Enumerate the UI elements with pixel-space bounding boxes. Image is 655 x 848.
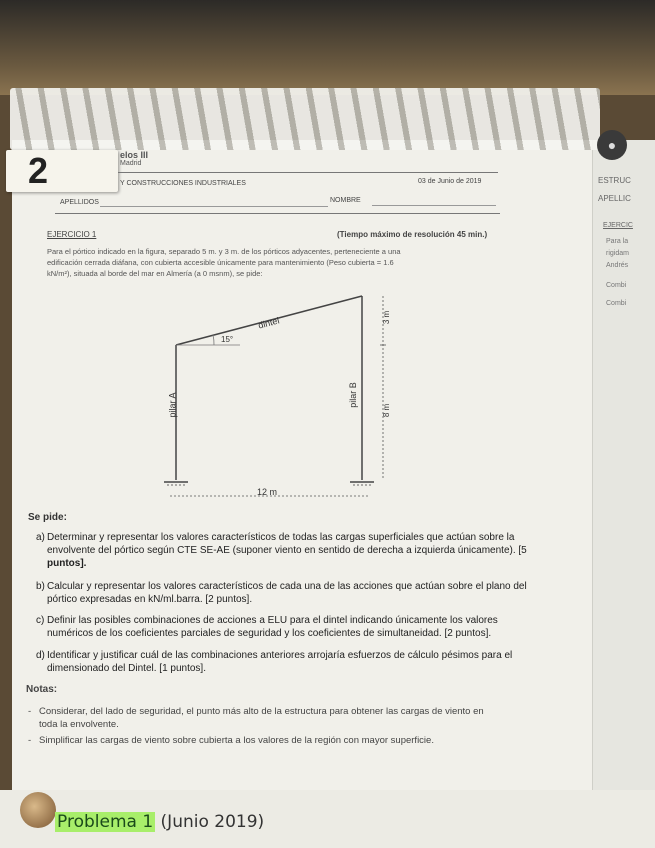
note-1-line-1: Considerar, del lado de seguridad, el punto más alto de la estructura para obtener las cargas de viento en (39, 706, 484, 717)
right-page-exercise: EJERCIC (603, 222, 633, 229)
right-page-line-2: rigidam (606, 250, 629, 257)
question-a-line-1: Determinar y representar los valores característicos de todas las cargas superficiales que actúan sobre la (47, 532, 515, 543)
nombre-label: NOMBRE (330, 197, 361, 204)
dintel-label: dintel (257, 315, 281, 331)
exercise-title: EJERCICIO 1 (47, 230, 97, 239)
push-pin-icon (20, 792, 56, 828)
right-page-line-5: Combi (606, 300, 627, 307)
note-1-bullet: - (28, 706, 32, 717)
question-d-label: d) (36, 650, 45, 661)
questions-heading: Se pide: (28, 512, 67, 523)
question-b-line-2: pórtico expresadas en kN/ml.barra. [2 puntos]. (47, 594, 253, 605)
question-c-line-1: Definir las posibles combinaciones de acciones a ELU para el dintel indicando únicamente los valores (47, 615, 498, 626)
dimension-3m: 3 m (382, 310, 392, 325)
question-b-label: b) (36, 581, 45, 592)
right-page-line-4: Combi (606, 282, 627, 289)
note-2-line-1: Simplificar las cargas de viento sobre cubierta a los valores de la región con mayor superficie. (39, 735, 434, 746)
right-page-apellidos: APELLIC (598, 194, 631, 203)
number-sticker: 2 (6, 150, 118, 192)
question-d (36, 649, 546, 676)
course-name: Y CONSTRUCCIONES INDUSTRIALES (120, 180, 246, 187)
note-1 (28, 705, 538, 732)
question-a-label: a) (36, 532, 45, 543)
institution-name: elos III (120, 150, 149, 160)
pilar-a-label: pilar A (167, 392, 178, 418)
question-c-line-2: numéricos de los coeficientes parciales de seguridad y los coeficientes de simultaneidad. [2 puntos]. (47, 628, 492, 639)
question-a-line-2: envolvente del pórtico según CTE SE-AE (suponer viento en sentido de derecha a izquierda únicamente). [5 (47, 545, 527, 556)
handwritten-rest: (Junio 2019) (160, 812, 265, 832)
right-page-line-3: Andrés (606, 262, 629, 269)
question-a (36, 531, 546, 571)
exam-date: 03 de Junio de 2019 (418, 178, 482, 185)
handwritten-highlight: Problema 1 (57, 812, 154, 832)
notes-heading: Notas: (26, 684, 58, 695)
pilar-b-label: pilar B (347, 382, 358, 408)
university-logo-icon: ● (597, 130, 627, 160)
right-page-line-1: Para la (606, 238, 629, 245)
question-a-line-3: puntos]. (47, 558, 87, 569)
exercise-time-limit: (Tiempo máximo de resolución 45 min.) (337, 230, 488, 239)
note-1-line-2: toda la envolvente. (39, 719, 119, 730)
question-c (36, 614, 546, 641)
question-b (36, 580, 546, 607)
handwritten-note (55, 812, 264, 832)
question-d-line-1: Identificar y justificar cuál de las combinaciones anteriores arrojaría esfuerzos de cálculo pésimos para el (47, 650, 513, 661)
angle-arc (213, 335, 214, 345)
intro-line-3: kN/m²), situada al borde del mar en Almería (a 0 msnm), se pide: (47, 269, 263, 278)
dimension-12m: 12 m (257, 487, 278, 497)
apellidos-label: APELLIDOS (60, 199, 99, 206)
question-c-label: c) (36, 615, 45, 626)
question-b-line-1: Calcular y representar los valores característicos de cada una de las acciones que actúan sobre el plano del (47, 581, 527, 592)
institution-city: Madrid (120, 160, 142, 167)
intro-line-1: Para el pórtico indicado en la figura, separado 5 m. y 3 m. de los pórticos adyacentes, perteneciente a una (47, 247, 401, 256)
note-2-bullet: - (28, 735, 32, 746)
intro-line-2: edificación cerrada diáfana, con cubierta accesible únicamente para mantenimiento (Peso cubierta = 1.6 (47, 258, 394, 267)
question-d-line-2: dimensionado del Dintel. [1 puntos]. (47, 663, 206, 674)
right-page-title: ESTRUC (598, 176, 631, 185)
note-2 (28, 734, 538, 748)
dimension-8m: 8 m (382, 403, 392, 418)
angle-label: 15° (221, 335, 234, 344)
